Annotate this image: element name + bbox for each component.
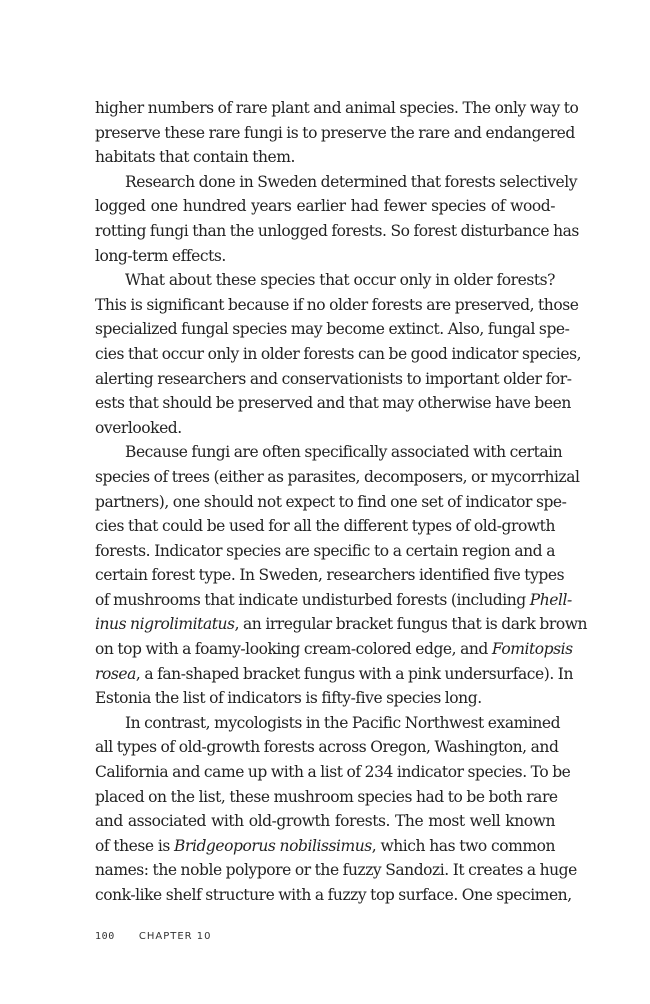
- text-line: partners), one should not expect to find one set of indicator spe-: [95, 492, 567, 511]
- text-line: all types of old-growth forests across Oregon, Washington, and: [95, 738, 559, 757]
- text-line: preserve these rare fungi is to preserve the rare and endangered: [95, 123, 575, 142]
- text-line: species of trees (either as parasites, decomposers, or mycorrhizal: [95, 467, 580, 486]
- running-footer: [95, 931, 212, 942]
- text-segment: of these is: [95, 836, 175, 855]
- text-line: forests. Indicator species are specific to a certain region and a: [95, 541, 555, 560]
- text-line: logged one hundred years earlier had fewer species of wood-: [95, 197, 555, 216]
- text-line: [95, 612, 588, 637]
- text-line: California and came up with a list of 234 indicator species. To be: [95, 763, 571, 782]
- page-number: 100: [95, 931, 115, 942]
- text-line: specialized fungal species may become extinct. Also, fungal spe-: [95, 320, 570, 339]
- text-line: What about these species that occur only in older forests?: [125, 271, 555, 290]
- text-line: certain forest type. In Sweden, researchers identified five types: [95, 566, 565, 585]
- text-line: [95, 637, 573, 662]
- text-line: conk-like shelf structure with a fuzzy top surface. One specimen,: [95, 886, 572, 904]
- text-segment: , an irregular bracket fungus that is dark brown: [234, 615, 588, 634]
- text-line: This is significant because if no older forests are preserved, those: [95, 295, 579, 314]
- italic-species-name: Phell-: [529, 590, 572, 609]
- page-body: [95, 96, 588, 908]
- text-line: [95, 834, 555, 859]
- text-line: placed on the list, these mushroom species had to be both rare: [95, 787, 558, 806]
- text-line: ests that should be preserved and that may otherwise have been: [95, 394, 571, 413]
- text-segment: of mushrooms that indicate undisturbed forests (including: [95, 590, 530, 609]
- text-line: overlooked.: [95, 418, 182, 437]
- italic-species-name: Fomitopsis: [491, 640, 573, 659]
- text-segment: , a fan-shaped bracket fungus with a pink undersurface). In: [135, 664, 573, 683]
- text-line: cies that could be used for all the different types of old-growth: [95, 517, 555, 536]
- text-line: rotting fungi than the unlogged forests. So forest disturbance has: [95, 221, 579, 240]
- text-line: long-term effects.: [95, 246, 226, 265]
- text-line: [95, 588, 572, 613]
- text-line: cies that occur only in older forests can be good indicator species,: [95, 344, 582, 363]
- text-line: habitats that contain them.: [95, 148, 295, 167]
- chapter-label: CHAPTER 10: [138, 931, 212, 942]
- text-line: names: the noble polypore or the fuzzy Sandozi. It creates a huge: [95, 861, 577, 880]
- text-line: [95, 662, 573, 687]
- italic-species-name: rosea: [95, 664, 136, 683]
- text-line: Because fungi are often specifically associated with certain: [125, 443, 563, 462]
- text-line: and associated with old-growth forests. The most well known: [95, 812, 555, 831]
- italic-species-name: inus nigrolimitatus: [95, 615, 235, 634]
- text-line: Estonia the list of indicators is fifty-five species long.: [95, 689, 482, 708]
- text-line: alerting researchers and conservationists to important older for-: [95, 369, 572, 388]
- text-segment: on top with a foamy-looking cream-colored edge, and: [95, 640, 492, 659]
- text-line: higher numbers of rare plant and animal species. The only way to: [95, 99, 579, 117]
- text-line: In contrast, mycologists in the Pacific Northwest examined: [125, 713, 561, 732]
- italic-species-name: Bridgeoporus nobilissimus: [174, 836, 372, 855]
- text-segment: , which has two common: [371, 836, 555, 855]
- text-line: Research done in Sweden determined that forests selectively: [125, 172, 578, 191]
